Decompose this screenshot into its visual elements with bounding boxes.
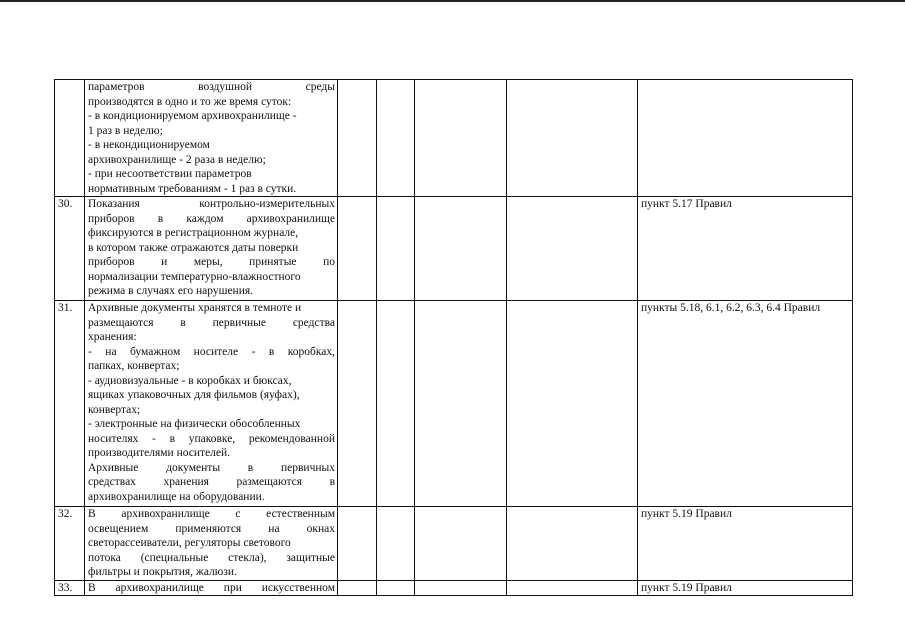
text-line: - на бумажном носителе - в коробках, [88, 345, 335, 358]
table-body [55, 80, 853, 596]
text-line: производятся в одно и то же время суток: [88, 95, 292, 108]
empty-cell [377, 80, 415, 197]
text-line: - при несоответствии параметров [88, 168, 252, 180]
empty-cell [338, 301, 377, 507]
empty-cell [377, 507, 415, 581]
text-line: нормативным требованиям - 1 раз в сутки. [88, 182, 297, 195]
table-row [55, 301, 853, 507]
text-line: папках, конвертах; [88, 360, 180, 372]
requirement-text [85, 197, 338, 301]
empty-cell [415, 301, 507, 507]
text-line: Архивные документы хранятся в темноте и [88, 302, 302, 314]
page-top-border [0, 0, 905, 2]
table-row [55, 507, 853, 581]
text-line: В архивохранилище при искусственном [88, 581, 335, 594]
table-row [55, 80, 853, 197]
text-line: режима в случаях его нарушения. [88, 285, 254, 297]
text-line: - аудиовизуальные - в коробках и бюксах, [88, 374, 292, 387]
text-line: Архивные документы в первичных [88, 461, 335, 474]
table-row [55, 197, 853, 301]
empty-cell [377, 580, 415, 596]
empty-cell [415, 507, 507, 581]
text-line: потока (специальные стекла), защитные [88, 551, 335, 564]
text-line: светорассеиватели, регуляторы светового [88, 537, 291, 549]
text-line: конвертах; [88, 403, 141, 416]
empty-cell [415, 580, 507, 596]
legal-reference: пункт 5.17 Правил [638, 197, 853, 301]
legal-reference: пункты 5.18, 6.1, 6.2, 6.3, 6.4 Правил [638, 301, 853, 507]
text-line: - в некондиционируемом [88, 139, 210, 151]
requirement-text [85, 580, 338, 596]
empty-cell [338, 507, 377, 581]
row-number: 33. [55, 580, 85, 596]
text-line: носителях - в упаковке, рекомендованной [88, 432, 335, 445]
text-line: приборов в каждом архивохранилище [88, 212, 335, 225]
text-line: архивохранилище на оборудовании. [88, 490, 265, 503]
requirement-text [85, 80, 338, 197]
text-line: производителями носителей. [88, 447, 231, 459]
text-line: Показания контрольно-измерительных [88, 198, 335, 210]
empty-cell [507, 80, 638, 197]
text-line: В архивохранилище с естественным [88, 508, 335, 520]
row-number: 30. [55, 197, 85, 301]
legal-reference: пункт 5.19 Правил [638, 507, 853, 581]
empty-cell [415, 197, 507, 301]
text-line: - в кондиционируемом архивохранилище - [88, 110, 297, 122]
legal-reference [638, 80, 853, 197]
text-line: архивохранилище - 2 раза в неделю; [88, 153, 266, 166]
text-line: нормализации температурно-влажностного [88, 270, 301, 283]
row-number [55, 80, 85, 197]
table-row [55, 580, 853, 596]
text-line: размещаются в первичные средства [88, 316, 335, 329]
legal-reference: пункт 5.19 Правил [638, 580, 853, 596]
text-line: средствах хранения размещаются в [88, 476, 335, 488]
text-line: приборов и меры, принятые по [88, 256, 335, 268]
row-number: 31. [55, 301, 85, 507]
text-line: - электронные на физически обособленных [88, 418, 301, 430]
empty-cell [338, 80, 377, 197]
text-line: ящиках упаковочных для фильмов (яуфах), [88, 389, 300, 401]
empty-cell [377, 301, 415, 507]
empty-cell [507, 197, 638, 301]
text-line: фильтры и покрытия, жалюзи. [88, 566, 237, 578]
empty-cell [415, 80, 507, 197]
text-line: освещением применяются на окнах [88, 522, 335, 535]
requirements-table [54, 79, 853, 596]
empty-cell [507, 301, 638, 507]
empty-cell [338, 197, 377, 301]
text-line: фиксируются в регистрационном журнале, [88, 227, 299, 239]
empty-cell [507, 580, 638, 596]
empty-cell [507, 507, 638, 581]
text-line: параметров воздушной среды [88, 81, 335, 93]
requirement-text [85, 301, 338, 507]
text-line: 1 раз в неделю; [88, 124, 163, 137]
text-line: хранения: [88, 331, 137, 343]
text-line: в котором также отражаются даты поверки [88, 241, 299, 254]
empty-cell [377, 197, 415, 301]
row-number: 32. [55, 507, 85, 581]
empty-cell [338, 580, 377, 596]
requirement-text [85, 507, 338, 581]
